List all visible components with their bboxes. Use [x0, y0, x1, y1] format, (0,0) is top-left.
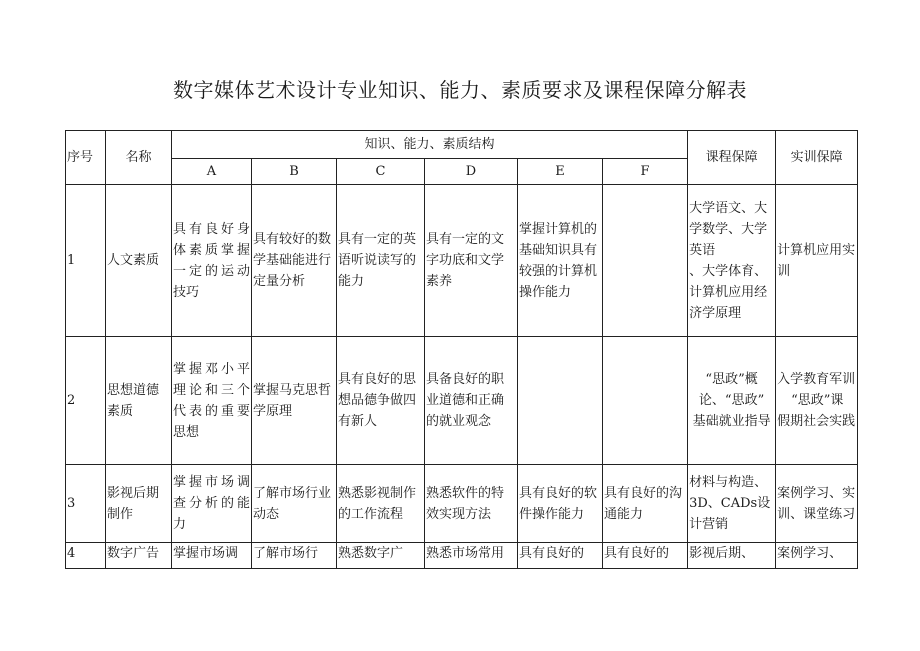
row-seq: 3 [66, 465, 106, 543]
cell-course: 材料与构造、3D、CADs设计营销 [688, 465, 776, 543]
cell-d: 熟悉软件的特效实现方法 [425, 465, 518, 543]
cell-course [688, 185, 776, 337]
requirements-table [65, 130, 858, 569]
page-title: 数字媒体艺术设计专业知识、能力、素质要求及课程保障分解表 [173, 78, 747, 102]
cell-a: 掌握邓小平理论和三个代表的重要思想 [172, 337, 252, 465]
row-seq: 4 [66, 543, 106, 569]
course-line: 计算机应用经 [689, 284, 768, 300]
header-col-d: D [425, 159, 518, 185]
row-name: 思想道德素质 [106, 337, 172, 465]
cell-c: 熟悉数字广 [337, 543, 425, 569]
cell-d: 具备良好的职业道德和正确的就业观念 [425, 337, 518, 465]
cell-f: 具有良好的沟通能力 [603, 465, 688, 543]
training-line: 假期社会实践 [777, 414, 856, 429]
cell-course: 影视后期、 [688, 543, 776, 569]
table-row [66, 185, 858, 337]
course-line: 大学语文、大学数学、大学 [689, 200, 768, 237]
row-seq: 1 [66, 185, 106, 337]
course-line: 济学原理 [689, 305, 742, 321]
cell-d: 熟悉市场常用 [425, 543, 518, 569]
header-structure: 知识、能力、素质结构 [172, 131, 688, 159]
cell-training: 计算机应用实训 [776, 185, 858, 337]
cell-f [603, 185, 688, 337]
cell-e: 掌握计算机的基础知识具有较强的计算机操作能力 [518, 185, 603, 337]
course-line: 英语 [689, 242, 716, 258]
cell-d: 具有一定的文字功底和文学素养 [425, 185, 518, 337]
row-seq: 2 [66, 337, 106, 465]
cell-f [603, 337, 688, 465]
header-col-c: C [337, 159, 425, 185]
cell-c: 具有良好的思想品德争做四有新人 [337, 337, 425, 465]
course-line: 、大学体育、 [689, 263, 768, 279]
cell-a: 掌握市场调 [172, 543, 252, 569]
cell-c: 具有一定的英语听说读写的能力 [337, 185, 425, 337]
table-row [66, 465, 858, 543]
course-line: “思政”概 [705, 372, 758, 387]
header-row [66, 131, 858, 159]
cell-training [776, 337, 858, 465]
row-name: 数字广告 [106, 543, 172, 569]
header-course: 课程保障 [688, 131, 776, 185]
cell-b: 具有较好的数学基础能进行定量分析 [252, 185, 337, 337]
cell-training: 案例学习、实训、课堂练习 [776, 465, 858, 543]
course-line: 论、“思政” [698, 393, 765, 408]
cell-training: 案例学习、 [776, 543, 858, 569]
table-row [66, 337, 858, 465]
header-col-a: A [172, 159, 252, 185]
course-line: 基础就业指导 [692, 414, 771, 429]
cell-b: 了解市场行 [252, 543, 337, 569]
header-col-e: E [518, 159, 603, 185]
table-row [66, 543, 858, 569]
training-line: “思政”课 [791, 393, 844, 408]
cell-e: 具有良好的软件操作能力 [518, 465, 603, 543]
cell-e: 具有良好的 [518, 543, 603, 569]
row-name: 人文素质 [106, 185, 172, 337]
header-training: 实训保障 [776, 131, 858, 185]
cell-a: 具有良好身体素质掌握一定的运动技巧 [172, 185, 252, 337]
header-seq: 序号 [66, 131, 106, 185]
header-col-f: F [603, 159, 688, 185]
row-name: 影视后期制作 [106, 465, 172, 543]
header-name: 名称 [106, 131, 172, 185]
cell-b: 了解市场行业动态 [252, 465, 337, 543]
cell-e [518, 337, 603, 465]
cell-a: 掌握市场调查分析的能力 [172, 465, 252, 543]
cell-course [688, 337, 776, 465]
cell-b: 掌握马克思哲学原理 [252, 337, 337, 465]
cell-c: 熟悉影视制作的工作流程 [337, 465, 425, 543]
header-col-b: B [252, 159, 337, 185]
training-line: 入学教育军训 [777, 372, 856, 387]
cell-f: 具有良好的 [603, 543, 688, 569]
